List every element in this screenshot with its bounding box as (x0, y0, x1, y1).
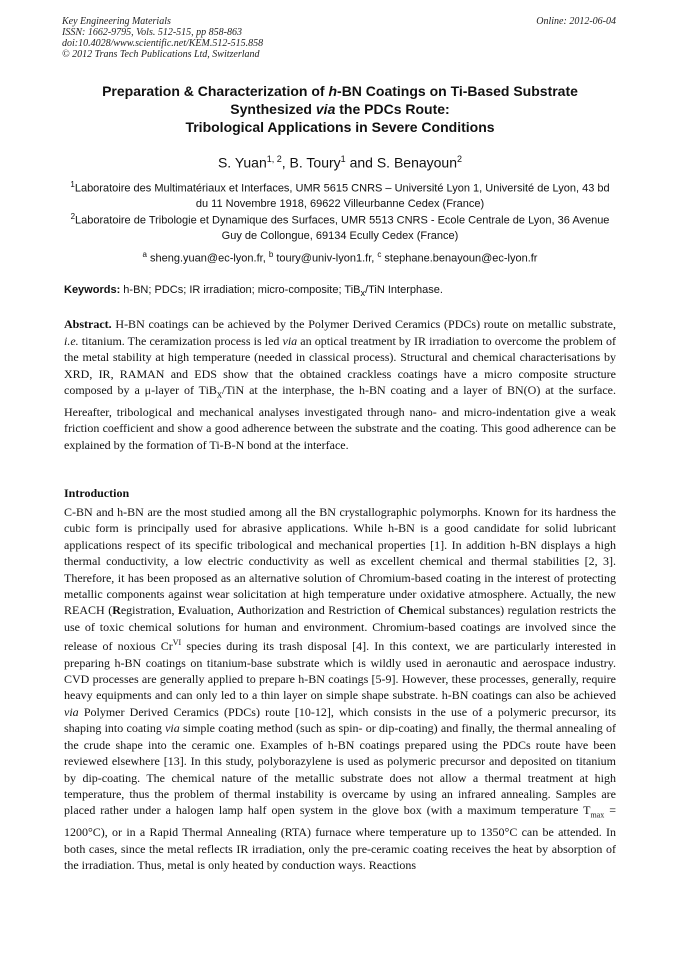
introduction-heading: Introduction (64, 486, 130, 500)
journal-name: Key Engineering Materials (62, 16, 171, 27)
doi-line: doi:10.4028/www.scientific.net/KEM.512-515.858 (62, 38, 264, 49)
keywords: Keywords: h-BN; PDCs; IR irradiation; micro-composite; TiB$_x$/TiN Interphase. (64, 284, 443, 299)
introduction-text: C-BN and h-BN are the most studied among all the BN crystallographic polymorphs. Known for its hardness the cubic form is principally used for abrasive applications. While h-BN is a good candidate for solid lubricant applications respect of its specific tribological and mechanical properties [1]. In addition h-BN displays a high thermal conductivity, a low electric conductivity as well as excellent chemical and thermal stabilities [2, 3]. Therefore, it has been proposed as an alternative solution of Chromium-based coating in the interest of protecting metallic components against wear solicitation at high temperature under oxidative atmosphere. Actually, the new REACH (Registration, Evaluation, Authorization and Restriction of Chemical substances) regulation restricts the use of toxic chemical solutions for human and environment. Chromium-based coatings are involved since the release of noxious $Cr^{VI}$ species during its trash disposal [4]. In this context, we are particularly interested in preparing h-BN coatings on titanium-base substrate which is wildly used in aeronautic and aerospace industry. CVD processes are generally applied to prepare h-BN coatings [5-9]. However, these processes, generally, require heavy equipments and can only led to a thin layer on simple shape substrate. h-BN coatings can also be achieved via Polymer Derived Ceramics (PDCs) route [10-12], which consists in the use of a polymeric precursor, its shaping into coating via simple coating method (such as spin- or dip-coating) and finally, the thermal annealing of the crude shape into the ceramic one. Examples of h-BN coatings prepared using the PDCs route have been reviewed elsewhere [13]. In this study, polyborazylene is used as polymeric precursor and deposited on titanium by dip-coating. The chemical nature of the metallic substrate does not allow a thermal treatment at high temperature, thus the problem of thermal instability is overcame by using an infrared annealing. Samples are placed rather under a halogen lamp half open system in the glove box (with a maximum temperature $T_{max} = 1200^\circ C$), or in a Rapid Thermal Annealing (RTA) furnace where temperature up to 1350°C can be attended. In both cases, since the metal reflects IR irradiation, only the pre-ceramic coating receives the heat by absorption of the irradiation. Thus, metal is only heated by conduction ways. Reactions (64, 505, 617, 872)
journal-header (62, 16, 616, 60)
affiliation-1: $^1$Laboratoire des Multimatériaux et Interfaces, UMR 5615 CNRS – Université Lyon 1, Université de Lyon, 43 bd du 11 Novembre 1918, 69622 Villeurbanne Cedex (France) (70, 180, 610, 210)
title-line-2: Synthesized via the PDCs Route: (230, 101, 450, 117)
issn-line: ISSN: 1662-9795, Vols. 512-515, pp 858-863 (62, 27, 242, 38)
online-date: Online: 2012-06-04 (536, 16, 616, 27)
author-emails: $^a$ sheng.yuan@ec-lyon.fr, $^b$ toury@univ-lyon1.fr, $^c$ stephane.benayoun@ec-lyon.fr (142, 250, 538, 265)
title-line-1: Preparation & Characterization of h-BN Coatings on Ti-Based Substrate (102, 83, 578, 99)
paper-title (40, 82, 640, 136)
title-line-3: Tribological Applications in Severe Conditions (185, 119, 495, 135)
author-list: S. Yuan$^{1, 2}$, B. Toury$^1$ and S. Benayoun$^2$ (217, 154, 463, 171)
copyright-line: © 2012 Trans Tech Publications Ltd, Switzerland (62, 49, 260, 60)
affiliation-2: $^2$Laboratoire de Tribologie et Dynamique des Surfaces, UMR 5513 CNRS - Ecole Centrale de Lyon, 36 Avenue Guy de Collongue, 69134 Ecully Cedex (France) (70, 212, 610, 242)
abstract: Abstract. H-BN coatings can be achieved by the Polymer Derived Ceramics (PDCs) route on metallic substrate, i.e. titanium. The ceramization process is led via an optical treatment by IR irradiation to overcome the problem of the metal stability at high temperature (needed in classical process). Structural and chemical characterisations by XRD, IR, RAMAN and EDS show that the obtained crackless coatings have a micro composite structure composed by a μ-layer of TiB$_x$/TiN at the interphase, the h-BN coating and a layer of BN(O) at the surface. Hereafter, tribological and mechanical analyses investigated through nano- and micro-indentation give a weak friction coefficient and show a good adherence between the substrate and the coating. This good adherence can be explained by the formation of Ti-B-N bond at the interface. (64, 317, 616, 452)
